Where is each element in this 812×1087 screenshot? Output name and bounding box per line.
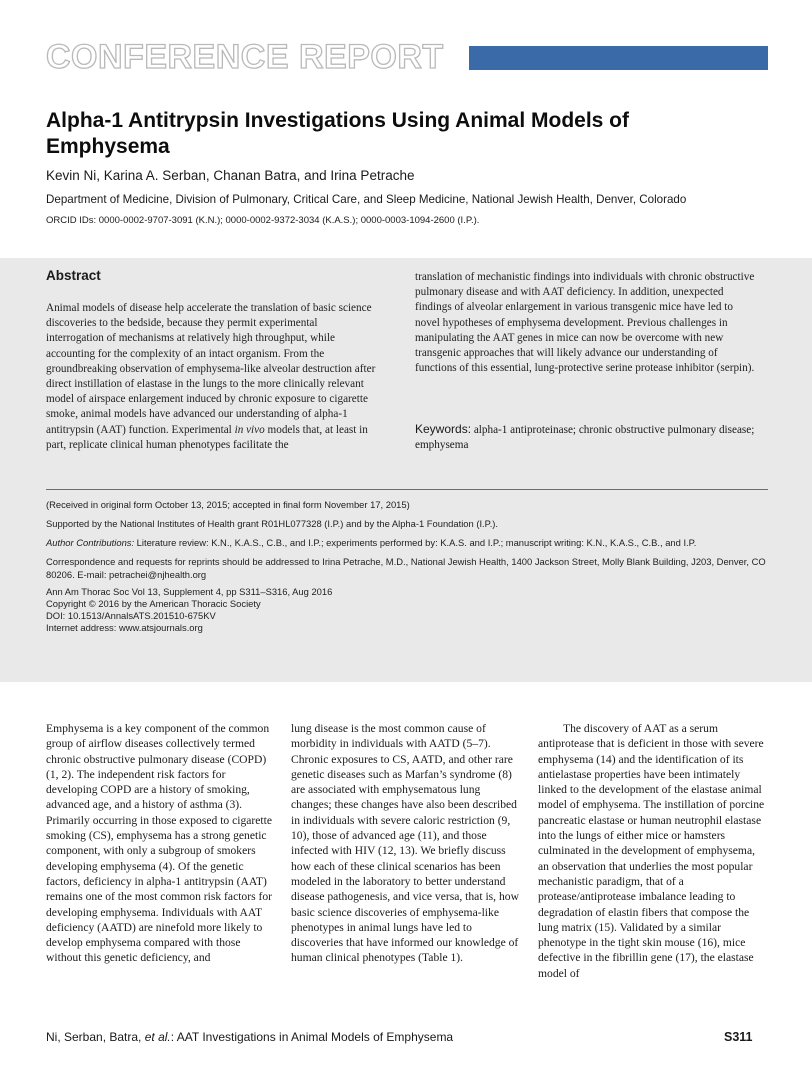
body-column-3 — [538, 721, 768, 981]
funding-statement: Supported by the National Institutes of Health grant R01HL077328 (I.P.) and by the Alpha-1 Foundation (I.P.). — [46, 518, 499, 529]
author-contributions — [46, 537, 776, 550]
affiliation: Department of Medicine, Division of Pulmonary, Critical Care, and Sleep Medicine, National Jewish Health, Denver, Colorado — [46, 193, 687, 206]
section-label: CONFERENCE REPORT — [46, 38, 444, 76]
running-title: : AAT Investigations in Animal Models of Emphysema — [170, 1030, 454, 1044]
divider — [46, 489, 768, 490]
page-number: S311 — [724, 1030, 753, 1044]
running-authors: Ni, Serban, Batra, — [46, 1030, 142, 1044]
body-column-1: Emphysema is a key component of the common group of airflow diseases collectively termed chronic obstructive pulmonary disease (COPD) (1, 2). The independent risk factors for developing COPD are a history of smoking, advanced age, and a history of asthma (3). Primarily occurring in those exposed to cigarette smoking (CS), emphysema has a strong genetic component, with only a subgroup of smokers developing emphysema (4). Of the genetic factors, deficiency in alpha-1 antitrypsin (AAT) remains one of the most common risk factors for developing emphysema. Individuals with AAT deficiency (AATD) are ninefold more likely to develop emphysema compared with those without this genetic deficiency, and — [46, 722, 273, 965]
citation: Ann Am Thorac Soc Vol 13, Supplement 4, pp S311–S316, Aug 2016 — [46, 586, 333, 597]
received-dates: (Received in original form October 13, 2015; accepted in final form November 17, 2015) — [46, 499, 410, 510]
abstract-text-part1: Animal models of disease help accelerate the translation of basic science discoveries to the bedside, because they permit experimental interrogation of mechanisms at relatively high throughput, while accounting for the complexity of an intact organism. From the groundbreaking observation of emphysema-like alveolar destruction after direct instillation of elastase in the lungs to the more clinically relevant model of airspace enlargement induced by chronic exposure to cigarette smoke, animal models have advanced our understanding of alpha-1 antitrypsin (AAT) function. Experimental — [46, 302, 376, 436]
keywords — [415, 422, 755, 453]
header-accent-bar — [469, 46, 768, 70]
copyright: Copyright © 2016 by the American Thoracic Society — [46, 598, 261, 609]
article-title: Alpha-1 Antitrypsin Investigations Using Animal Models of Emphysema — [46, 109, 629, 158]
correspondence: Correspondence and requests for reprints should be addressed to Irina Petrache, M.D., National Jewish Health, 1400 Jackson Street, Molly Blank Building, J203, Denver, CO 80206. E-mail: petrachei@njhealth.org — [46, 556, 766, 580]
keywords-list: alpha-1 antiproteinase; chronic obstructive pulmonary disease; emphysema — [415, 424, 755, 452]
abstract-text-part2: models that, at least in part, replicate clinical human phenotypes facilitate the — [46, 423, 368, 451]
abstract-italic-term: in vivo — [234, 423, 265, 436]
abstract-left-column — [46, 301, 376, 453]
contributions-label: Author Contributions: — [46, 537, 135, 548]
contributions-text: Literature review: K.N., K.A.S., C.B., and I.P.; experiments performed by: K.A.S. and I.P.; manuscript writing: K.N., K.A.S., C.B., and I.P. — [134, 537, 697, 548]
internet-address: Internet address: www.atsjournals.org — [46, 622, 203, 633]
doi: DOI: 10.1513/AnnalsATS.201510-675KV — [46, 610, 216, 621]
keywords-label: Keywords: — [415, 422, 472, 436]
et-al: et al. — [144, 1030, 171, 1044]
body-column-3-text: The discovery of AAT as a serum antiprotease that is deficient in those with severe emphysema (14) and the identification of its antielastase properties have been intimately linked to the development of the elastase animal model of emphysema. The instillation of porcine pancreatic elastase or human neutrophil elastase into the lungs of either mice or hamsters culminated in the development of emphysema, an observation that underlies the most popular mechanistic paradigm, that of a protease/antiprotease imbalance leading to degradation of elastin fibers that compose the lung matrix (15). Validated by a similar phenotype in the tight skin mouse (16), mice defective in the fibrillin gene (17), the elastase model of — [538, 722, 765, 980]
running-footer — [46, 1029, 453, 1045]
body-column-2: lung disease is the most common cause of morbidity in individuals with AATD (5–7). Chronic exposures to CS, AATD, and other rare genetic diseases such as Marfan’s syndrome (8) are associated with emphysematous lung changes; these changes have also been described in individuals with severe caloric restriction (9, 10), those of advanced age (11), and those infected with HIV (12, 13). We briefly discuss how each of these clinical scenarios has been modeled in the laboratory to better understand disease pathogenesis, and vice versa, that is, how basic science discoveries of emphysema-like phenotypes in animal lungs have led to discoveries that have informed our knowledge of human clinical phenotypes (Table 1). — [291, 722, 519, 965]
abstract-right-column: translation of mechanistic findings into individuals with chronic obstructive pulmonary disease and with AAT deficiency. In addition, unexpected findings of alveolar enlargement in various transgenic mice have led to novel hypotheses of emphysema development. Previous challenges in manipulating the AAT genes in mice can now be overcome with new transgenic approaches that will likely advance our understanding of functions of this essential, lung-protective serine protease inhibitor (serpin). — [415, 271, 755, 375]
author-list: Kevin Ni, Karina A. Serban, Chanan Batra, and Irina Petrache — [46, 168, 415, 183]
abstract-heading: Abstract — [46, 268, 101, 283]
orcid-ids: ORCID IDs: 0000-0002-9707-3091 (K.N.); 0000-0002-9372-3034 (K.A.S.); 0000-0003-1094-2600 (I.P.). — [46, 215, 480, 226]
